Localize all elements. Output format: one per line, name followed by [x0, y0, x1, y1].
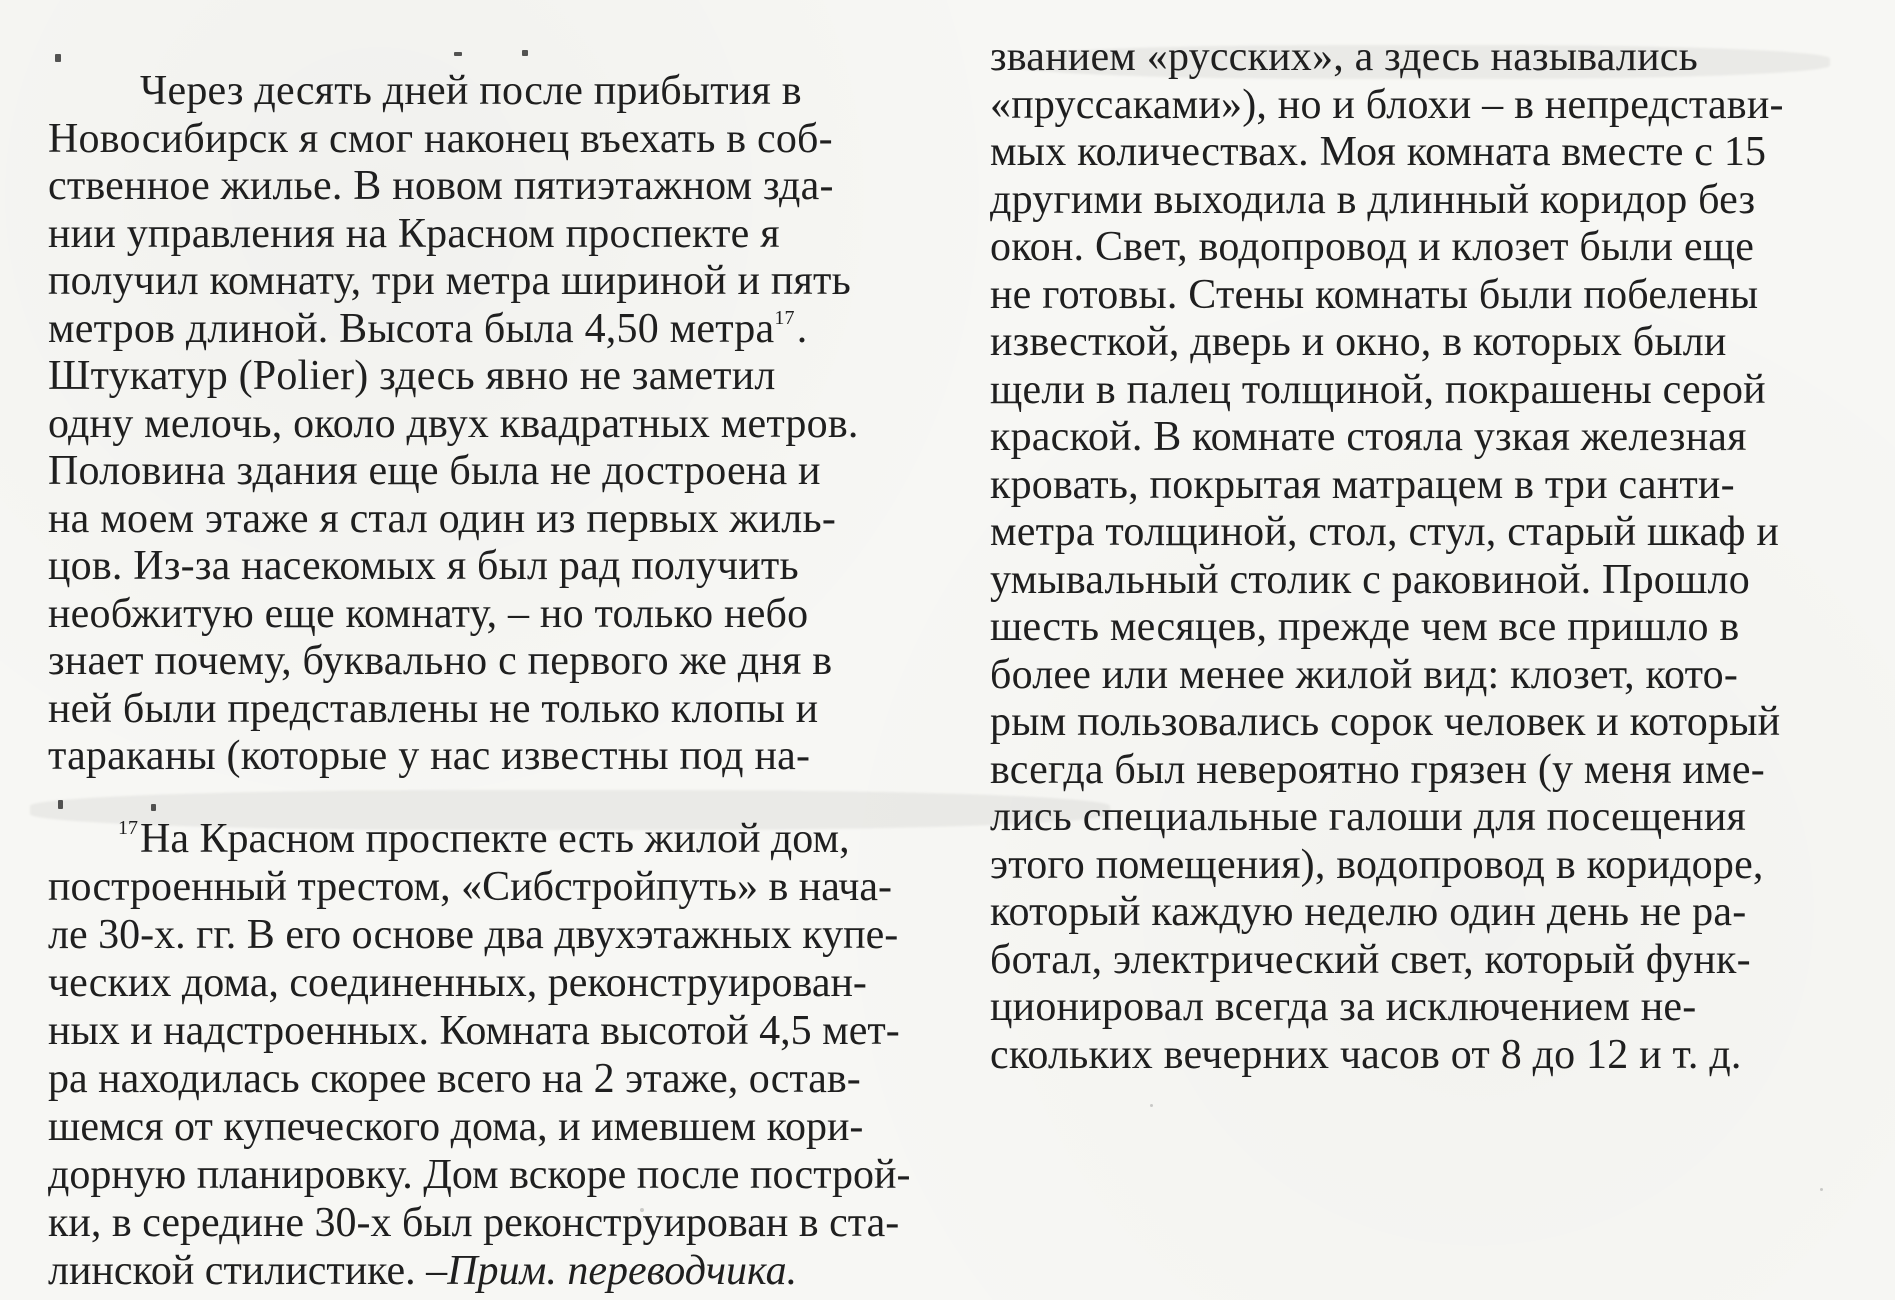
text-line: [990, 82, 1858, 130]
text-line-content: званием «русских», а здесь назывались: [990, 34, 1698, 80]
scan-mark: [58, 800, 63, 809]
footnote-line: [48, 1103, 938, 1151]
footnote-line: [48, 1007, 938, 1055]
text-line-content: Половина здания еще была не достроена и: [48, 448, 821, 494]
text-line: [48, 448, 906, 496]
text-line-content: тараканы (которые у нас известны под на-: [48, 733, 811, 779]
footnote-line: [48, 1247, 938, 1295]
text-line: [990, 699, 1858, 747]
scan-mark: [151, 804, 156, 811]
text-line: [48, 733, 906, 781]
footnote-line-content: линской стилистике. –: [48, 1248, 448, 1294]
text-line: [48, 401, 906, 449]
text-line-content: Через десять дней после прибытия в: [140, 68, 802, 114]
footnote-marker: 17: [118, 817, 138, 839]
footnote-line: [48, 1151, 938, 1199]
text-line-content: получил комнату, три метра шириной и пять: [48, 258, 851, 304]
text-line: [990, 177, 1858, 225]
text-line-content: всегда был невероятно грязен (у меня име-: [990, 746, 1765, 793]
text-line-content: умывальный столик с раковиной. Прошло: [990, 556, 1750, 603]
text-line: [990, 272, 1858, 320]
footnote-line-content: ле 30-х. гг. В его основе два двухэтажных купе-: [48, 912, 899, 958]
text-line: [990, 462, 1858, 510]
text-line: [48, 306, 906, 354]
text-line: [990, 889, 1858, 937]
text-line-content: ственное жилье. В новом пятиэтажном зда-: [48, 163, 834, 209]
scan-speck: [1150, 1104, 1153, 1107]
footnote-line: [48, 1055, 938, 1103]
text-line: [990, 1032, 1858, 1080]
text-line-content: на моем этаже я стал один из первых жиль-: [48, 495, 837, 542]
footnote-line: [48, 911, 938, 959]
text-line-content: нии управления на Красном проспекте я: [48, 210, 780, 257]
right-text-column: [990, 34, 1858, 1079]
text-line-content: этого помещения), водопровод в коридоре,: [990, 841, 1764, 888]
footnote-line: [48, 1199, 938, 1247]
footnote-block: [48, 815, 938, 1295]
scan-speck: [1820, 1188, 1823, 1191]
text-line: [48, 591, 906, 639]
text-line-content: ней были представлены не только клопы и: [48, 685, 819, 732]
text-line: [990, 557, 1858, 605]
text-line: [48, 496, 906, 544]
text-line-content: метра толщиной, стол, стул, старый шкаф и: [990, 509, 1780, 555]
footnote-line: [48, 863, 938, 911]
footnote-line-content: ческих дома, соединенных, реконструирован-: [48, 960, 867, 1006]
text-line: [990, 842, 1858, 890]
text-line-content: ционировал всегда за исключением не-: [990, 984, 1697, 1030]
text-line-content: более или менее жилой вид: клозет, кото-: [990, 651, 1739, 698]
footnote-line-content: На Красном проспекте есть жилой дом,: [140, 816, 850, 862]
text-line-content: который каждую неделю один день не ра-: [990, 889, 1747, 935]
text-line: [990, 747, 1858, 795]
text-line-content: щели в палец толщиной, покрашены серой: [990, 366, 1766, 413]
scan-mark: [55, 54, 61, 62]
left-text-column: [48, 68, 906, 781]
text-line-content: необжитую еще комнату, – но только небо: [48, 590, 809, 637]
text-line: [990, 224, 1858, 272]
text-line-content: не готовы. Стены комнаты были побелены: [990, 271, 1759, 318]
text-line-main: метров длиной. Высота была 4,50 метра: [48, 305, 775, 352]
text-line: [48, 258, 906, 306]
text-line-content: рым пользовались сорок человек и который: [990, 699, 1781, 745]
text-line-content: другими выходила в длинный коридор без: [990, 176, 1756, 223]
text-line-content: известкой, дверь и окно, в которых были: [990, 319, 1727, 365]
text-line-content: скольких вечерних часов от 8 до 12 и т. д.: [990, 1031, 1742, 1078]
text-line: [48, 543, 906, 591]
text-line: [990, 794, 1858, 842]
footnote-line-content: ра находилась скорее всего на 2 этаже, остав-: [48, 1056, 861, 1102]
footnote-line-content: ки, в середине 30-х был реконструирован в ста-: [48, 1200, 900, 1246]
footnote-line-content: шемся от купеческого дома, и имевшем кори-: [48, 1104, 864, 1150]
text-line: [990, 509, 1858, 557]
footnote-line-content: построенный трестом, «Сибстройпуть» в нача-: [48, 864, 892, 910]
text-line: [990, 414, 1858, 462]
scan-mark: [522, 50, 528, 56]
text-line: [990, 367, 1858, 415]
text-line-content: «пруссаками»), но и блохи – в непредстави-: [990, 81, 1784, 128]
footnote-line-content: ных и надстроенных. Комната высотой 4,5 мет-: [48, 1008, 900, 1054]
footnote-line: [48, 959, 938, 1007]
text-line: [48, 116, 906, 164]
text-line: [990, 129, 1858, 177]
text-line-content: одну мелочь, около двух квадратных метров.: [48, 400, 859, 447]
text-line: [990, 984, 1858, 1032]
text-line-content: мых количествах. Моя комната вместе с 15: [990, 129, 1767, 175]
text-line-content: [48, 306, 807, 354]
text-line: [48, 211, 906, 259]
text-line-content: окон. Свет, водопровод и клозет были еще: [990, 224, 1755, 270]
text-line: [48, 163, 906, 211]
text-line-content: знает почему, буквально с первого же дня в: [48, 638, 833, 684]
text-line-content: Новосибирск я смог наконец въехать в соб-: [48, 115, 833, 162]
text-line: [48, 353, 906, 401]
text-line: [990, 604, 1858, 652]
text-line: [48, 686, 906, 734]
text-line: [990, 652, 1858, 700]
text-line: [990, 34, 1858, 82]
text-line-content: цов. Из-за насекомых я был рад получить: [48, 543, 799, 589]
footnote-line-content: дорную планировку. Дом вскоре после построй-: [48, 1152, 911, 1198]
text-line-content: краской. В комнате стояла узкая железная: [990, 414, 1747, 460]
sentence-period: .: [796, 305, 808, 352]
footnote-reference: 17: [774, 306, 795, 329]
text-line-content: ботал, электрический свет, который функ-: [990, 936, 1751, 983]
text-line-content: кровать, покрытая матрацем в три санти-: [990, 461, 1735, 508]
text-line: [48, 68, 906, 116]
text-line-content: шесть месяцев, прежде чем все пришло в: [990, 604, 1740, 650]
text-line-content: Штукатур (Polier) здесь явно не заметил: [48, 353, 776, 399]
footnote-line: [48, 815, 938, 863]
translator-note: Прим. переводчика.: [447, 1248, 798, 1294]
scan-mark: [454, 52, 462, 56]
text-line: [990, 937, 1858, 985]
text-line-content: лись специальные галоши для посещения: [990, 794, 1747, 840]
text-line: [990, 319, 1858, 367]
text-line: [48, 638, 906, 686]
